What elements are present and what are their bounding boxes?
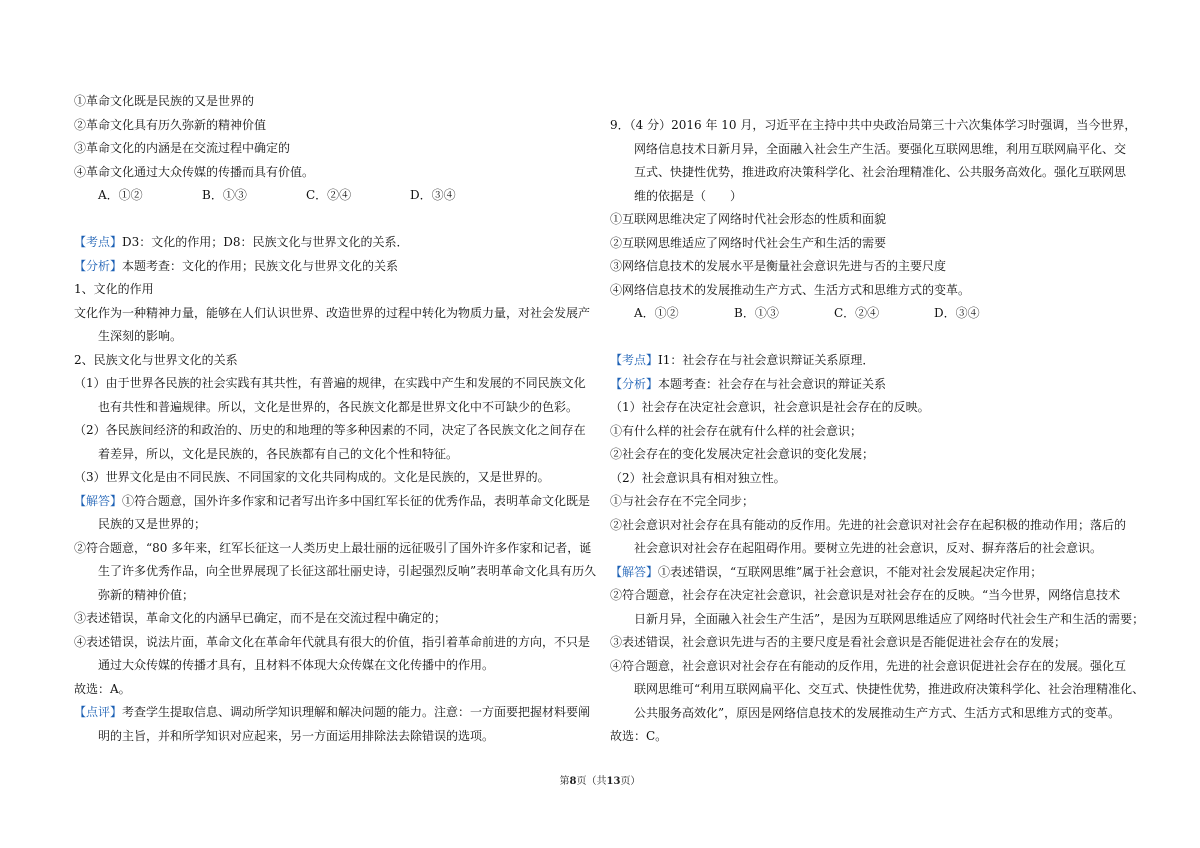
paragraph-line: ③表述错误，社会意识先进与否的主要尺度是看社会意识是否能促进社会存在的发展； bbox=[610, 635, 1067, 649]
statement-4: ④网络信息技术的发展推动生产方式、生活方式和思维方式的变革。 bbox=[610, 282, 971, 297]
option-a: A．①② bbox=[98, 188, 143, 202]
question-stem: 互式、快捷性优势，推进政府决策科学化、社会治理精准化、公共服务高效化。强化互联网思 bbox=[634, 165, 1127, 179]
paragraph-line: ②社会存在的变化发展决定社会意识的变化发展； bbox=[610, 447, 875, 461]
right-column bbox=[610, 114, 1150, 749]
paragraph-line: ④表述错误，说法片面，革命文化在革命年代就具有很大的价值，指引着革命前进的方向，不只是 bbox=[74, 634, 591, 649]
statement-1: ①互联网思维决定了网络时代社会形态的性质和面貌 bbox=[610, 212, 887, 226]
kaodian-text: I1：社会存在与社会意识辩证关系原理． bbox=[658, 353, 875, 367]
paragraph-line: 生深刻的影响。 bbox=[98, 329, 183, 343]
paragraph-line: （1）由于世界各民族的社会实践有其共性，有普遍的规律，在实践中产生和发展的不同民族文化 bbox=[74, 376, 586, 390]
answer-options bbox=[74, 184, 590, 208]
question-stem: 维的依据是（ ） bbox=[634, 188, 743, 203]
jieda-text: ①表述错误，“互联网思维”属于社会意识，不能对社会发展起决定作用； bbox=[658, 564, 1043, 579]
statement-2: ②革命文化具有历久弥新的精神价值 bbox=[74, 117, 267, 132]
option-c: C．②④ bbox=[306, 188, 352, 202]
kaodian-line bbox=[610, 349, 1150, 373]
page-number: 8 bbox=[569, 776, 577, 787]
fenxi-text: 本题考查：文化的作用；民族文化与世界文化的关系 bbox=[122, 258, 399, 273]
left-column bbox=[74, 90, 597, 748]
paragraph-line: （2）各民族间经济的和政治的、历史的和地理的等多种因素的不同，决定了各民族文化之间存在 bbox=[74, 423, 586, 437]
footer-middle: 页（共 bbox=[576, 776, 607, 787]
paragraph-line: 也有共性和普遍规律。所以，文化是世界的，各民族文化都是世界文化中不可缺少的色彩。 bbox=[98, 399, 579, 414]
paragraph-line: ③表述错误，革命文化的内涵早已确定，而不是在交流过程中确定的； bbox=[74, 611, 447, 625]
paragraph-line: ②符合题意，社会存在决定社会意识，社会意识是对社会存在的反映。“当今世界，网络信息技术 bbox=[610, 588, 1121, 602]
kaodian-text: D3：文化的作用；D8：民族文化与世界文化的关系． bbox=[122, 235, 409, 249]
dianping-text: 考查学生提取信息、调动所学知识理解和解决问题的能力。注意：一方面要把握材料要阐 bbox=[122, 705, 591, 719]
paragraph-line: （3）世界文化是由不同民族、不同国家的文化共同构成的。文化是民族的，又是世界的。 bbox=[74, 470, 550, 484]
paragraph-line: 联网思维可“利用互联网扁平化、交互式、快捷性优势，推进政府决策科学化、社会治理精准化、 bbox=[634, 682, 1145, 696]
paragraph-line: ①与社会存在不完全同步； bbox=[610, 494, 755, 508]
fenxi-tag: 【分析】 bbox=[74, 258, 123, 273]
statement-4: ④革命文化通过大众传媒的传播而具有价值。 bbox=[74, 164, 315, 179]
option-d: D．③④ bbox=[410, 188, 456, 202]
fenxi-line bbox=[74, 255, 590, 279]
fenxi-text: 本题考查：社会存在与社会意识的辩证关系 bbox=[658, 376, 887, 391]
paragraph-line: ④符合题意，社会意识对社会存在有能动的反作用，先进的社会意识促进社会存在的发展。强化互 bbox=[610, 658, 1127, 673]
paragraph-line: 生了许多优秀作品，向全世界展现了长征这部壮丽史诗，引起强烈反响”表明革命文化具有历久 bbox=[98, 564, 597, 578]
answer-options bbox=[610, 302, 1150, 326]
option-c: C．②④ bbox=[834, 306, 880, 320]
fenxi-tag: 【分析】 bbox=[610, 376, 659, 391]
paragraph-line: （1）社会存在决定社会意识，社会意识是社会存在的反映。 bbox=[610, 400, 930, 414]
kaodian-tag: 【考点】 bbox=[74, 235, 123, 249]
statement-3: ③网络信息技术的发展水平是衡量社会意识先进与否的主要尺度 bbox=[610, 259, 947, 273]
paragraph-line: 社会意识对社会存在起阻碍作用。要树立先进的社会意识，反对、摒弃落后的社会意识。 bbox=[634, 541, 1103, 555]
option-d: D．③④ bbox=[934, 306, 980, 320]
section-heading-2: 2、民族文化与世界文化的关系 bbox=[74, 352, 238, 367]
jieda-tag: 【解答】 bbox=[74, 493, 123, 508]
paragraph-line: 弥新的精神价值； bbox=[98, 587, 195, 602]
jieda-text: ①符合题意，国外许多作家和记者写出许多中国红军长征的优秀作品，表明革命文化既是 bbox=[122, 493, 591, 508]
paragraph-line: 公共服务高效化”，原因是网络信息技术的发展推动生产方式、生活方式和思维方式的变革。 bbox=[634, 705, 1121, 720]
paragraph-line: ②社会意识对社会存在具有能动的反作用。先进的社会意识对社会存在起积极的推动作用；落后的 bbox=[610, 517, 1127, 532]
spacer bbox=[610, 326, 1150, 350]
fenxi-line bbox=[610, 373, 1150, 397]
kaodian-line bbox=[74, 231, 590, 255]
statement-1: ①革命文化既是民族的又是世界的 bbox=[74, 94, 255, 108]
paragraph-line: ①有什么样的社会存在就有什么样的社会意识； bbox=[610, 423, 863, 438]
paragraph-line: 明的主旨，并和所学知识对应起来，另一方面运用排除法去除错误的选项。 bbox=[98, 728, 495, 743]
dianping-tag: 【点评】 bbox=[74, 705, 123, 719]
statement-3: ③革命文化的内涵是在交流过程中确定的 bbox=[74, 141, 291, 155]
footer-suffix: 页） bbox=[620, 776, 641, 787]
page-total: 13 bbox=[606, 776, 621, 787]
dianping-line bbox=[74, 701, 590, 725]
question-stem: 9．（4 分）2016 年 10 月，习近平在主持中共中央政治局第三十六次集体学习时强调，当今世界， bbox=[610, 118, 1137, 132]
paragraph-line: （2）社会意识具有相对独立性。 bbox=[610, 470, 786, 485]
paragraph-line: 日新月异，全面融入社会生产生活”，是因为互联网思维适应了网络时代社会生产和生活的需要； bbox=[634, 611, 1145, 626]
answer-line: 故选：C。 bbox=[610, 729, 668, 743]
answer-line: 故选：A。 bbox=[74, 681, 131, 696]
paragraph-line: 民族的又是世界的； bbox=[98, 517, 207, 531]
option-b: B．①③ bbox=[202, 188, 247, 202]
option-b: B．①③ bbox=[734, 306, 779, 320]
paragraph-line: 通过大众传媒的传播才具有，且材料不体现大众传媒在文化传播中的作用。 bbox=[98, 658, 495, 672]
jieda-line bbox=[610, 561, 1150, 585]
option-a: A．①② bbox=[634, 306, 679, 320]
footer-prefix: 第 bbox=[559, 776, 570, 787]
kaodian-tag: 【考点】 bbox=[610, 353, 659, 367]
paragraph-line: 着差异，所以，文化是民族的，各民族都有自己的文化个性和特征。 bbox=[98, 446, 459, 461]
statement-2: ②互联网思维适应了网络时代社会生产和生活的需要 bbox=[610, 235, 887, 250]
jieda-tag: 【解答】 bbox=[610, 564, 659, 579]
paragraph-line: 文化作为一种精神力量，能够在人们认识世界、改造世界的过程中转化为物质力量，对社会发展产 bbox=[74, 305, 591, 320]
section-heading-1: 1、文化的作用 bbox=[74, 282, 154, 296]
spacer bbox=[74, 208, 590, 232]
question-stem: 网络信息技术日新月异，全面融入社会生产生活。要强化互联网思维，利用互联网扁平化、交 bbox=[634, 141, 1127, 156]
paragraph-line: ②符合题意，“80 多年来，红军长征这一人类历史上最壮丽的远征吸引了国外许多作家和记者，诞 bbox=[74, 540, 592, 555]
jieda-line bbox=[74, 490, 590, 514]
page-footer bbox=[0, 772, 1200, 787]
